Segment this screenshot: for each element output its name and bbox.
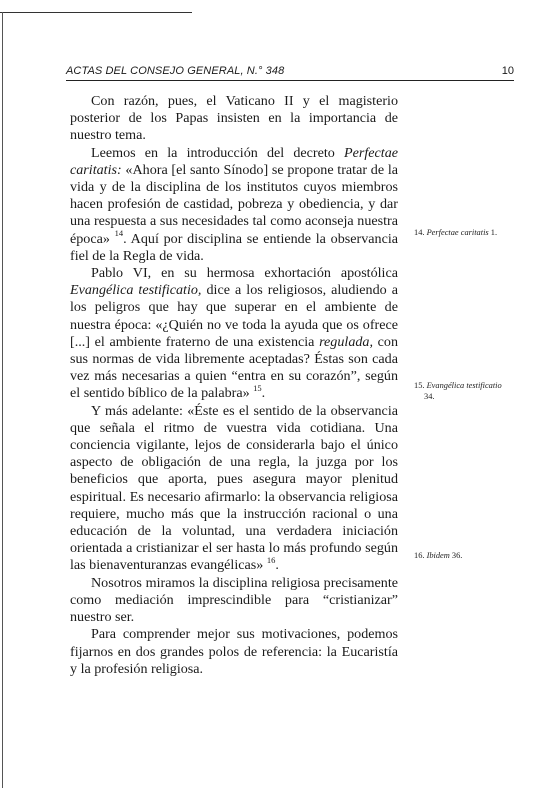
decree-title: Perfectae caritatis:: [70, 144, 398, 178]
exhortation-title: Evangélica testificatio,: [70, 282, 202, 299]
margin-note: 15. Evangélica testificatio 34.: [414, 381, 502, 401]
note-source: Ibidem: [426, 551, 450, 560]
running-header: [66, 65, 514, 79]
page-edge-top: [0, 12, 192, 13]
main-text: [70, 93, 398, 678]
note-source: Perfectae caritatis: [426, 228, 489, 237]
paragraph: Y más adelante: «Éste es el sentido de la observancia que señala el ritmo de vuestra vida cotidiana. Una conciencia vigilante, lejos de considerarla bajo el único aspecto de obligación de una regla, la juzga por los beneficios que aporta, pues asegura mayor plenitud espiritual. Es necesario afirmarlo: la observancia religiosa requiere, mucho más que la instrucción racional o una educación de la voluntad, una verdadera iniciación orientada a cristianizar el ser hasta lo más profundo según las bienaventuranzas evangélicas» $^{16}$.: [70, 402, 398, 574]
paragraph: Leemos en la introducción del decreto Perfectae caritatis: «Ahora [el santo Sínodo] se propone tratar de la vida y de la disciplina de los institutos cuyos miembros hacen profesión de castidad, pobreza y obediencia, y dar una respuesta a sus necesidades tal como aconseja nuestra época» $^{14}$. Aquí por disciplina se entiende la observancia fiel de la Regla de vida.: [70, 144, 398, 264]
note-source: Evangélica testificatio: [426, 381, 502, 390]
paragraph: Pablo VI, en su hermosa exhortación apostólica Evangélica testificatio, dice a los religiosos, aludiendo a los peligros que hay que superar en el ambiente de nuestra época: «¿Quién no ve toda la ayuda que os ofrece [...] el ambiente fraterno de una existencia regulada, con sus normas de vida libremente aceptadas? Éstas son cada vez más necesarias a quien “entra en su corazón”, según el sentido bíblico de la palabra» $^{15}$.: [70, 265, 399, 402]
paragraph: Con razón, pues, el Vaticano II y el magisterio posterior de los Papas insisten en la importancia de nuestro tema.: [70, 93, 398, 144]
margin-note: 16. Ibidem 36.: [414, 551, 463, 560]
page-number: 10: [501, 65, 514, 77]
footnote-ref: 14: [114, 227, 124, 238]
running-title: ACTAS DEL CONSEJO GENERAL, N.° 348: [66, 65, 285, 77]
header-rule: [66, 80, 514, 81]
paragraph: Nosotros miramos la disciplina religiosa precisamente como mediación imprescindible para “cristianizar” nuestro ser.: [70, 574, 398, 626]
page-edge-left: [2, 12, 3, 788]
footnote-ref: 16: [266, 554, 276, 565]
emphasis: regulada,: [319, 333, 373, 350]
footnote-ref: 15: [253, 382, 262, 393]
margin-note: 14. Perfectae caritatis 1.: [414, 228, 498, 237]
paragraph: Para comprender mejor sus motivaciones, podemos fijarnos en dos grandes polos de referencia: la Eucaristía y la profesión religiosa.: [70, 626, 398, 677]
